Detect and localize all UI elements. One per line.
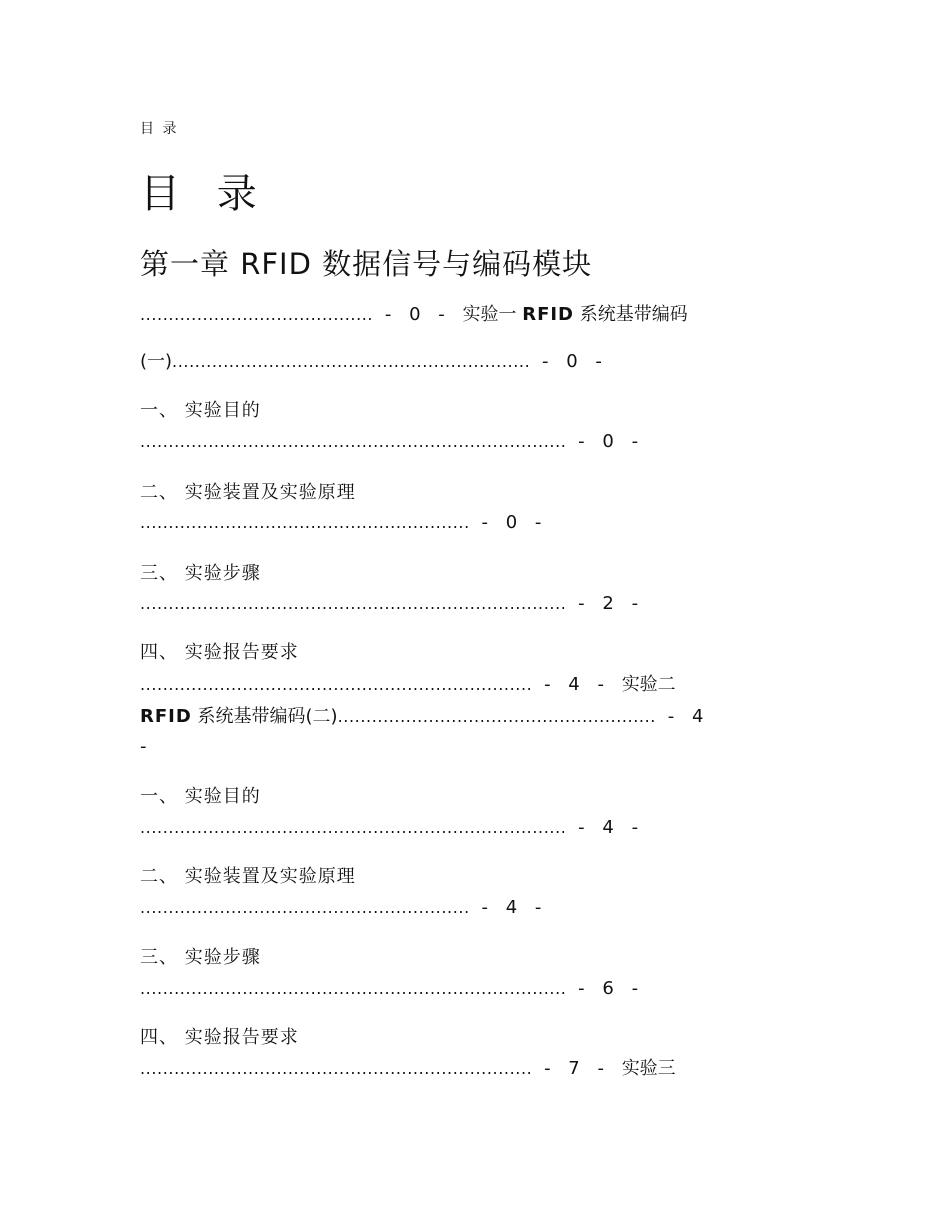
running-header: 目 录 — [140, 121, 179, 137]
toc-section-heading[interactable]: 四、 实验报告要求 — [140, 642, 299, 663]
toc-section-heading[interactable]: 一、 实验目的 — [140, 786, 261, 807]
toc-page-number: - 0 - — [373, 304, 463, 325]
toc-section-heading[interactable]: 三、 实验步骤 — [140, 947, 261, 968]
toc-entry-experiment-1-cont[interactable] — [140, 349, 608, 375]
toc-page-number: - 0 - — [530, 351, 608, 372]
toc-leader-dots: ............................................................... — [172, 352, 531, 371]
toc-leader-dots: ........................................................................... — [140, 818, 567, 837]
toc-entry-label: 实验一 — [462, 304, 523, 325]
toc-section-heading[interactable]: 三、 实验步骤 — [140, 563, 261, 584]
toc-leader-dots: ........................................................................... — [140, 979, 567, 998]
toc-section-leader — [140, 895, 547, 921]
toc-entry-experiment-2[interactable] — [140, 672, 676, 698]
toc-page-number: - 2 - — [566, 593, 645, 614]
toc-entry-label: 系统基带编码(二) — [191, 706, 338, 727]
toc-leader-dots: ......................................... — [140, 305, 374, 324]
toc-leader-dots: ..................................................................... — [140, 1059, 533, 1078]
toc-page-number: - 7 - — [532, 1058, 622, 1079]
toc-entry-label: 实验二 — [621, 674, 676, 695]
toc-section-leader — [140, 976, 644, 1002]
toc-leader-dots: ........................................................................... — [140, 432, 567, 451]
toc-entry-label: 实验三 — [621, 1058, 676, 1079]
toc-entry-label: (一) — [140, 351, 173, 372]
chapter-heading: 第一章 RFID 数据信号与编码模块 — [140, 247, 593, 281]
toc-entry-bold: RFID — [140, 706, 192, 727]
toc-section-leader — [140, 510, 547, 536]
toc-leader-dots: ........................................................ — [337, 707, 656, 726]
toc-section-leader — [140, 815, 644, 841]
toc-page-number: - 4 — [656, 706, 710, 727]
toc-leader-dots: ..................................................................... — [140, 675, 533, 694]
toc-page-number: - 0 - — [469, 512, 548, 533]
toc-entry-label-suffix: 系统基带编码 — [574, 304, 688, 325]
toc-entry-experiment-1[interactable] — [140, 302, 688, 328]
toc-section-leader — [140, 429, 644, 455]
toc-section-heading[interactable]: 二、 实验装置及实验原理 — [140, 866, 356, 887]
toc-page-number-cont: - — [140, 736, 147, 757]
toc-section-heading[interactable]: 二、 实验装置及实验原理 — [140, 482, 356, 503]
toc-leader-dots: .......................................................... — [140, 513, 470, 532]
toc-leader-dots: ........................................................................... — [140, 594, 567, 613]
toc-page-number: - 0 - — [566, 431, 645, 452]
toc-page-number: - 4 - — [532, 674, 622, 695]
toc-page-number: - 6 - — [566, 978, 645, 999]
toc-entry-experiment-2-cont[interactable] — [140, 704, 709, 730]
toc-section-leader — [140, 591, 644, 617]
toc-entry-experiment-3[interactable] — [140, 1056, 676, 1082]
toc-entry-bold: RFID — [522, 304, 574, 325]
toc-page-number: - 4 - — [566, 817, 645, 838]
toc-section-heading[interactable]: 四、 实验报告要求 — [140, 1027, 299, 1048]
toc-page-number: - 4 - — [469, 897, 548, 918]
toc-leader-dots: .......................................................... — [140, 898, 470, 917]
page-title: 目 录 — [140, 171, 269, 217]
toc-section-heading[interactable]: 一、 实验目的 — [140, 400, 261, 421]
